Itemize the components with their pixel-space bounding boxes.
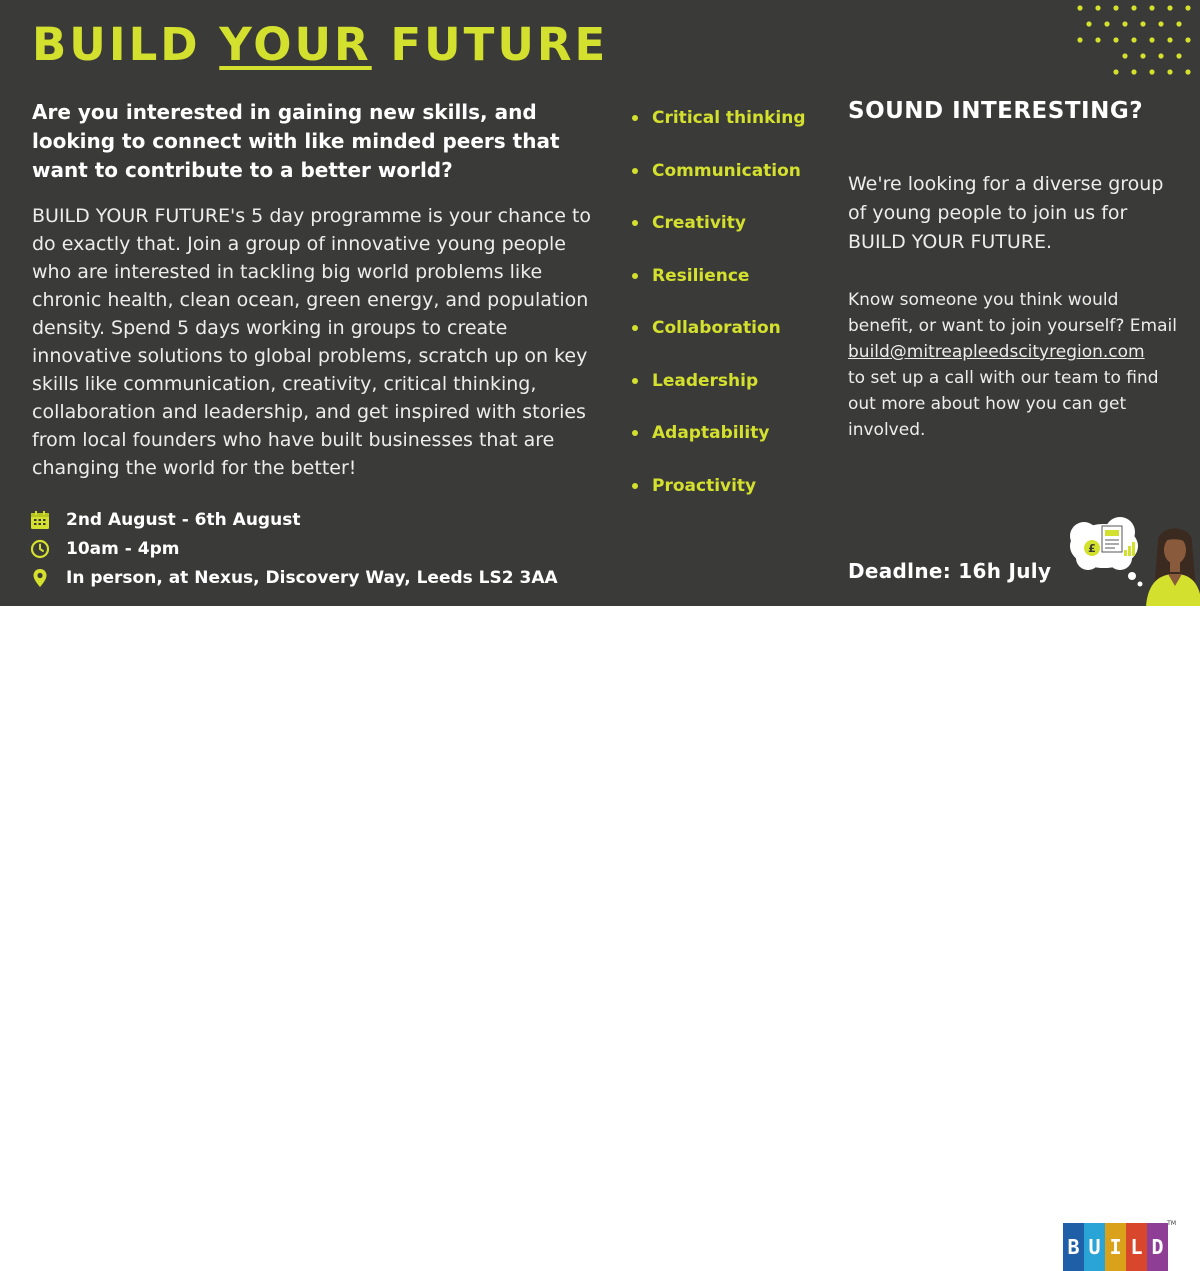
clock-icon [30, 539, 50, 559]
decorative-dot [1113, 37, 1118, 42]
location-pin-icon [30, 568, 50, 588]
person-thinking-illustration [1062, 512, 1200, 606]
event-date [30, 506, 558, 534]
cta-heading: SOUND INTERESTING? [848, 98, 1144, 124]
decorative-dot [1095, 37, 1100, 42]
skill-label: Critical thinking [652, 108, 806, 129]
skill-item [632, 302, 806, 355]
decorative-dot [1167, 69, 1172, 74]
logo-letter: I [1105, 1223, 1126, 1271]
banner [0, 0, 1200, 606]
decorative-dot [1185, 37, 1190, 42]
bullet-icon [632, 273, 638, 279]
svg-text:£: £ [1088, 542, 1096, 555]
skill-label: Communication [652, 160, 801, 181]
logo-letter: B [1063, 1223, 1084, 1271]
logo-letter: U [1084, 1223, 1105, 1271]
bullet-icon [632, 378, 638, 384]
bullet-icon [632, 168, 638, 174]
event-time [30, 535, 558, 563]
skill-item [632, 355, 806, 408]
skill-label: Adaptability [652, 423, 770, 444]
bullet-icon [632, 483, 638, 489]
skills-list [632, 92, 806, 512]
skill-item [632, 92, 806, 145]
decorative-dot [1140, 53, 1145, 58]
title-part-build: BUILD [32, 18, 220, 71]
contact-intro: Know someone you think would benefit, or want to join yourself? Email [848, 290, 1177, 336]
decorative-dot [1176, 21, 1181, 26]
decorative-dot [1095, 5, 1100, 10]
skill-label: Proactivity [652, 475, 757, 496]
skill-item [632, 250, 806, 303]
decorative-dot [1185, 69, 1190, 74]
decorative-dot [1131, 5, 1136, 10]
skill-label: Collaboration [652, 318, 781, 339]
title-part-your: YOUR [219, 18, 372, 71]
event-location-text: In person, at Nexus, Discovery Way, Leeds LS2 3AA [66, 568, 558, 588]
logo-letter: L [1126, 1223, 1147, 1271]
decorative-dot [1131, 69, 1136, 74]
decorative-dot [1167, 37, 1172, 42]
bullet-icon [632, 430, 638, 436]
decorative-dot [1158, 21, 1163, 26]
decorative-dot [1113, 5, 1118, 10]
decorative-dot [1158, 53, 1163, 58]
decorative-dot [1149, 37, 1154, 42]
intro-question: Are you interested in gaining new skills, and looking to connect with like minded peers that want to contribute to a better world? [32, 100, 560, 182]
deadline-text: Deadlne: 16h July [848, 559, 1052, 583]
person-icon [1146, 529, 1200, 607]
decorative-dot [1149, 69, 1154, 74]
skill-item [632, 407, 806, 460]
decorative-dot [1185, 5, 1190, 10]
event-details [30, 506, 558, 593]
event-date-text: 2nd August - 6th August [66, 510, 301, 530]
decorative-dot [1167, 5, 1172, 10]
bullet-icon [632, 220, 638, 226]
decorative-dot [1077, 5, 1082, 10]
decorative-dot [1122, 53, 1127, 58]
skill-item [632, 197, 806, 250]
decorative-dot [1149, 5, 1154, 10]
skill-label: Creativity [652, 213, 746, 234]
decorative-dot [1131, 37, 1136, 42]
decorative-dot [1176, 53, 1181, 58]
footer [0, 606, 1200, 1259]
build-logo [1063, 1220, 1176, 1271]
skill-item [632, 145, 806, 198]
bullet-icon [632, 325, 638, 331]
skill-item [632, 460, 806, 513]
trademark-mark: TM [1167, 1220, 1176, 1227]
decorative-dot [1122, 21, 1127, 26]
email-link[interactable]: build@mitreapleedscityregion.com [848, 342, 1145, 362]
cta-contact-text [848, 287, 1183, 443]
decorative-dot [1086, 21, 1091, 26]
logo-letter: D [1147, 1223, 1168, 1271]
decorative-dot [1077, 37, 1082, 42]
skill-label: Leadership [652, 370, 759, 391]
event-time-text: 10am - 4pm [66, 539, 180, 559]
programme-description: BUILD YOUR FUTURE's 5 day programme is your chance to do exactly that. Join a group of innovative young people who are interested in tackling big world problems like chronic health, clean ocean, green energy, and population density. Spend 5 days working in groups to create innovative solutions to global problems, scratch up on key skills like communication, creativity, critical thinking, collaboration and leadership, and get inspired with stories from local founders who have built businesses that are changing the world for the better! [32, 205, 592, 479]
bullet-icon [632, 115, 638, 121]
decorative-dot-pattern [1060, 0, 1200, 90]
decorative-dot [1113, 69, 1118, 74]
event-location [30, 564, 558, 592]
skill-label: Resilience [652, 265, 750, 286]
page-title [32, 18, 608, 71]
decorative-dot [1140, 21, 1145, 26]
calendar-icon [30, 510, 50, 530]
title-part-future: FUTURE [371, 18, 609, 71]
cta-description: We're looking for a diverse group of young people to join us for BUILD YOUR FUTURE. [848, 173, 1164, 253]
contact-outro: to set up a call with our team to find out more about how you can get involved. [848, 368, 1159, 440]
decorative-dot [1104, 21, 1109, 26]
